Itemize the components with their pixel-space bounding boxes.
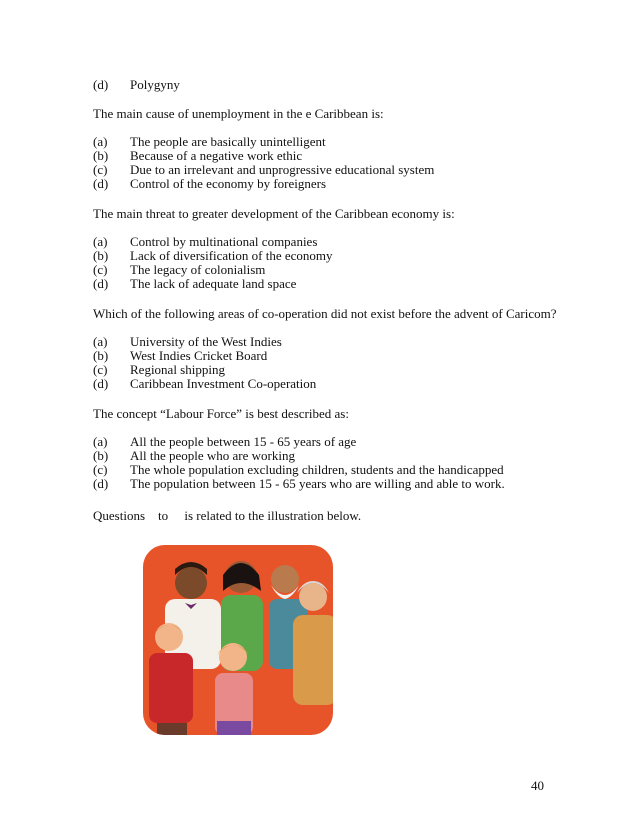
- option-text: Lack of diversification of the economy: [130, 248, 333, 263]
- option-label: (c): [93, 462, 108, 477]
- question-stem: The concept “Labour Force” is best described as:: [93, 406, 349, 421]
- option-label: (a): [93, 234, 108, 249]
- option-label: (d): [93, 376, 109, 391]
- option-text: University of the West Indies: [130, 334, 282, 349]
- option-text: Control of the economy by foreigners: [130, 176, 327, 191]
- option-text: West Indies Cricket Board: [130, 348, 268, 363]
- option-label: (c): [93, 262, 108, 277]
- option-label: (b): [93, 248, 109, 263]
- option-text: Control by multinational companies: [130, 234, 318, 249]
- option-text: Due to an irrelevant and unprogressive educational system: [130, 162, 435, 177]
- question-stem: The main cause of unemployment in the e Caribbean is:: [93, 106, 384, 121]
- option-text: Regional shipping: [130, 362, 225, 377]
- option-label: (a): [93, 334, 108, 349]
- page-number: 40: [531, 778, 544, 793]
- option-text: All the people who are working: [130, 448, 295, 463]
- option-text: Because of a negative work ethic: [130, 148, 303, 163]
- option-text: All the people between 15 - 65 years of age: [130, 434, 357, 449]
- option-text: The people are basically unintelligent: [130, 134, 326, 149]
- illustration-intro: Questions to is related to the illustration below.: [93, 508, 362, 523]
- option-label: (d): [93, 476, 109, 491]
- family-illustration: [143, 545, 333, 735]
- option-label: (d): [93, 276, 109, 291]
- option-label: (d): [93, 77, 109, 92]
- option-text: Polygyny: [130, 77, 180, 92]
- option-label: (b): [93, 348, 109, 363]
- option-label: (c): [93, 162, 108, 177]
- option-text: The whole population excluding children, students and the handicapped: [130, 462, 504, 477]
- question-stem: The main threat to greater development of the Caribbean economy is:: [93, 206, 455, 221]
- option-label: (b): [93, 448, 109, 463]
- option-label: (c): [93, 362, 108, 377]
- option-text: The lack of adequate land space: [130, 276, 297, 291]
- option-text: Caribbean Investment Co-operation: [130, 376, 317, 391]
- option-label: (b): [93, 148, 109, 163]
- option-label: (a): [93, 434, 108, 449]
- option-text: The legacy of colonialism: [130, 262, 266, 277]
- option-text: The population between 15 - 65 years who are willing and able to work.: [130, 476, 505, 491]
- question-stem: Which of the following areas of co-operation did not exist before the advent of Caricom?: [93, 306, 557, 321]
- option-label: (d): [93, 176, 109, 191]
- option-label: (a): [93, 134, 108, 149]
